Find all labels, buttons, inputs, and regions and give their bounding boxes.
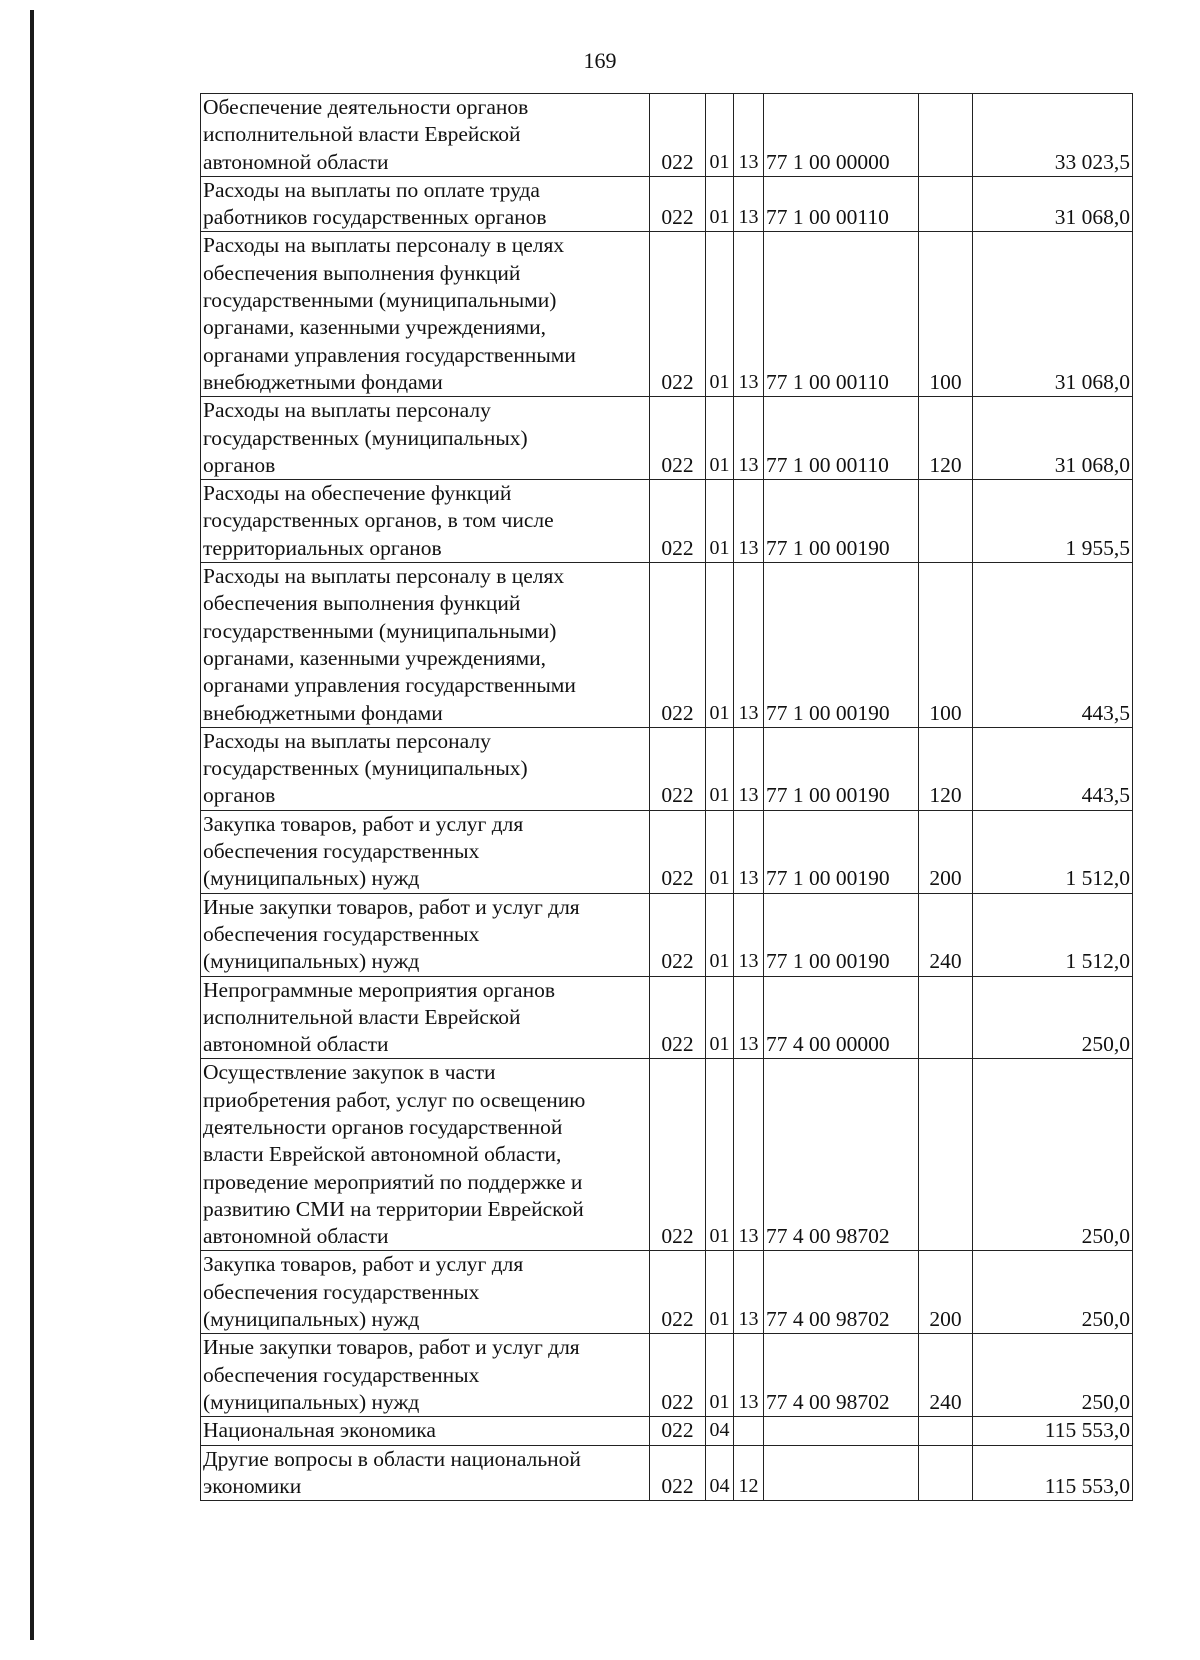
row-admin-code-cell: 022 — [650, 810, 706, 893]
row-sum-cell: 1 512,0 — [973, 810, 1133, 893]
row-admin-code-cell: 022 — [650, 1251, 706, 1334]
row-section-cell: 01 — [706, 1059, 734, 1251]
row-expense-type-cell — [919, 1445, 973, 1501]
table-row — [201, 810, 1133, 893]
row-name-cell: Расходы на выплаты персоналу в целях обеспечения выполнения функций государственными (муниципальными) органами, казенными учреждениями, органами управления государственными внебюджетными фондами — [201, 563, 650, 728]
table-row — [201, 976, 1133, 1059]
row-expense-type-cell — [919, 94, 973, 177]
row-section-cell: 01 — [706, 563, 734, 728]
row-admin-code-cell: 022 — [650, 563, 706, 728]
row-expense-type-cell — [919, 480, 973, 563]
table-row — [201, 1059, 1133, 1251]
row-subsection-cell: 13 — [734, 176, 764, 232]
row-section-cell: 01 — [706, 1334, 734, 1417]
row-admin-code-cell: 022 — [650, 232, 706, 397]
row-sum-cell: 31 068,0 — [973, 232, 1133, 397]
row-sum-cell: 250,0 — [973, 1334, 1133, 1417]
table-row — [201, 94, 1133, 177]
row-subsection-cell: 13 — [734, 727, 764, 810]
table-row — [201, 727, 1133, 810]
row-sum-cell: 33 023,5 — [973, 94, 1133, 177]
row-expense-type-cell: 120 — [919, 727, 973, 810]
row-name-cell: Расходы на выплаты персоналу государственных (муниципальных) органов — [201, 397, 650, 480]
row-subsection-cell: 13 — [734, 563, 764, 728]
row-section-cell: 01 — [706, 976, 734, 1059]
row-section-cell: 01 — [706, 1251, 734, 1334]
row-target-article-cell: 77 1 00 00190 — [764, 893, 919, 976]
budget-table-body — [201, 94, 1133, 1501]
row-sum-cell: 1 955,5 — [973, 480, 1133, 563]
row-target-article-cell — [764, 1417, 919, 1445]
row-section-cell: 04 — [706, 1445, 734, 1501]
row-sum-cell: 1 512,0 — [973, 893, 1133, 976]
row-name-cell: Расходы на выплаты персоналу государственных (муниципальных) органов — [201, 727, 650, 810]
row-sum-cell: 443,5 — [973, 727, 1133, 810]
row-admin-code-cell: 022 — [650, 976, 706, 1059]
budget-table — [200, 93, 1133, 1501]
row-section-cell: 01 — [706, 480, 734, 563]
row-sum-cell: 250,0 — [973, 976, 1133, 1059]
row-expense-type-cell: 200 — [919, 1251, 973, 1334]
row-admin-code-cell: 022 — [650, 1334, 706, 1417]
row-admin-code-cell: 022 — [650, 397, 706, 480]
row-section-cell: 01 — [706, 727, 734, 810]
row-admin-code-cell: 022 — [650, 727, 706, 810]
row-target-article-cell: 77 4 00 98702 — [764, 1251, 919, 1334]
table-row — [201, 1417, 1133, 1445]
page-number: 169 — [583, 48, 617, 73]
row-target-article-cell: 77 4 00 98702 — [764, 1059, 919, 1251]
row-subsection-cell: 13 — [734, 810, 764, 893]
row-admin-code-cell: 022 — [650, 1445, 706, 1501]
row-expense-type-cell: 240 — [919, 893, 973, 976]
row-subsection-cell: 13 — [734, 1334, 764, 1417]
row-section-cell: 01 — [706, 810, 734, 893]
table-row — [201, 563, 1133, 728]
row-target-article-cell: 77 4 00 98702 — [764, 1334, 919, 1417]
row-target-article-cell: 77 4 00 00000 — [764, 976, 919, 1059]
row-section-cell: 01 — [706, 893, 734, 976]
row-name-cell: Национальная экономика — [201, 1417, 650, 1445]
row-subsection-cell: 13 — [734, 893, 764, 976]
row-name-cell: Иные закупки товаров, работ и услуг для обеспечения государственных (муниципальных) нужд — [201, 1334, 650, 1417]
row-expense-type-cell — [919, 1059, 973, 1251]
row-subsection-cell: 13 — [734, 94, 764, 177]
row-admin-code-cell: 022 — [650, 480, 706, 563]
row-subsection-cell: 13 — [734, 232, 764, 397]
table-row — [201, 176, 1133, 232]
row-name-cell: Расходы на выплаты по оплате труда работников государственных органов — [201, 176, 650, 232]
row-name-cell: Закупка товаров, работ и услуг для обеспечения государственных (муниципальных) нужд — [201, 1251, 650, 1334]
row-expense-type-cell — [919, 1417, 973, 1445]
row-subsection-cell: 13 — [734, 480, 764, 563]
row-name-cell: Иные закупки товаров, работ и услуг для обеспечения государственных (муниципальных) нужд — [201, 893, 650, 976]
row-section-cell: 01 — [706, 232, 734, 397]
table-row — [201, 1251, 1133, 1334]
row-expense-type-cell: 200 — [919, 810, 973, 893]
row-expense-type-cell: 120 — [919, 397, 973, 480]
row-expense-type-cell — [919, 976, 973, 1059]
row-target-article-cell: 77 1 00 00190 — [764, 810, 919, 893]
row-target-article-cell: 77 1 00 00110 — [764, 176, 919, 232]
row-name-cell: Закупка товаров, работ и услуг для обеспечения государственных (муниципальных) нужд — [201, 810, 650, 893]
row-expense-type-cell: 240 — [919, 1334, 973, 1417]
row-name-cell: Обеспечение деятельности органов исполнительной власти Еврейской автономной области — [201, 94, 650, 177]
row-expense-type-cell: 100 — [919, 563, 973, 728]
row-section-cell: 01 — [706, 94, 734, 177]
row-admin-code-cell: 022 — [650, 893, 706, 976]
table-row — [201, 1334, 1133, 1417]
row-name-cell: Расходы на обеспечение функций государственных органов, в том числе территориальных органов — [201, 480, 650, 563]
row-admin-code-cell: 022 — [650, 1417, 706, 1445]
row-subsection-cell: 13 — [734, 1059, 764, 1251]
row-target-article-cell: 77 1 00 00000 — [764, 94, 919, 177]
row-subsection-cell: 12 — [734, 1445, 764, 1501]
row-target-article-cell: 77 1 00 00110 — [764, 232, 919, 397]
row-expense-type-cell — [919, 176, 973, 232]
row-section-cell: 01 — [706, 397, 734, 480]
row-admin-code-cell: 022 — [650, 1059, 706, 1251]
table-row — [201, 1445, 1133, 1501]
table-row — [201, 893, 1133, 976]
row-section-cell: 01 — [706, 176, 734, 232]
row-subsection-cell: 13 — [734, 1251, 764, 1334]
table-row — [201, 397, 1133, 480]
row-section-cell: 04 — [706, 1417, 734, 1445]
row-name-cell: Другие вопросы в области национальной экономики — [201, 1445, 650, 1501]
row-sum-cell: 443,5 — [973, 563, 1133, 728]
row-subsection-cell: 13 — [734, 976, 764, 1059]
row-sum-cell: 250,0 — [973, 1059, 1133, 1251]
row-target-article-cell — [764, 1445, 919, 1501]
row-expense-type-cell: 100 — [919, 232, 973, 397]
row-name-cell: Непрограммные мероприятия органов исполнительной власти Еврейской автономной области — [201, 976, 650, 1059]
row-sum-cell: 250,0 — [973, 1251, 1133, 1334]
row-target-article-cell: 77 1 00 00190 — [764, 727, 919, 810]
row-subsection-cell — [734, 1417, 764, 1445]
row-subsection-cell: 13 — [734, 397, 764, 480]
row-admin-code-cell: 022 — [650, 176, 706, 232]
row-sum-cell: 115 553,0 — [973, 1445, 1133, 1501]
row-name-cell: Расходы на выплаты персоналу в целях обеспечения выполнения функций государственными (муниципальными) органами, казенными учреждениями, органами управления государственными внебюджетными фондами — [201, 232, 650, 397]
row-target-article-cell: 77 1 00 00190 — [764, 480, 919, 563]
row-sum-cell: 31 068,0 — [973, 397, 1133, 480]
row-sum-cell: 31 068,0 — [973, 176, 1133, 232]
row-admin-code-cell: 022 — [650, 94, 706, 177]
row-name-cell: Осуществление закупок в части приобретения работ, услуг по освещению деятельности органов государственной власти Еврейской автономной области, проведение мероприятий по поддержке и развитию СМИ на территории Еврейской автономной области — [201, 1059, 650, 1251]
row-sum-cell: 115 553,0 — [973, 1417, 1133, 1445]
table-row — [201, 232, 1133, 397]
left-margin-line — [30, 10, 34, 1640]
row-target-article-cell: 77 1 00 00110 — [764, 397, 919, 480]
table-row — [201, 480, 1133, 563]
row-target-article-cell: 77 1 00 00190 — [764, 563, 919, 728]
